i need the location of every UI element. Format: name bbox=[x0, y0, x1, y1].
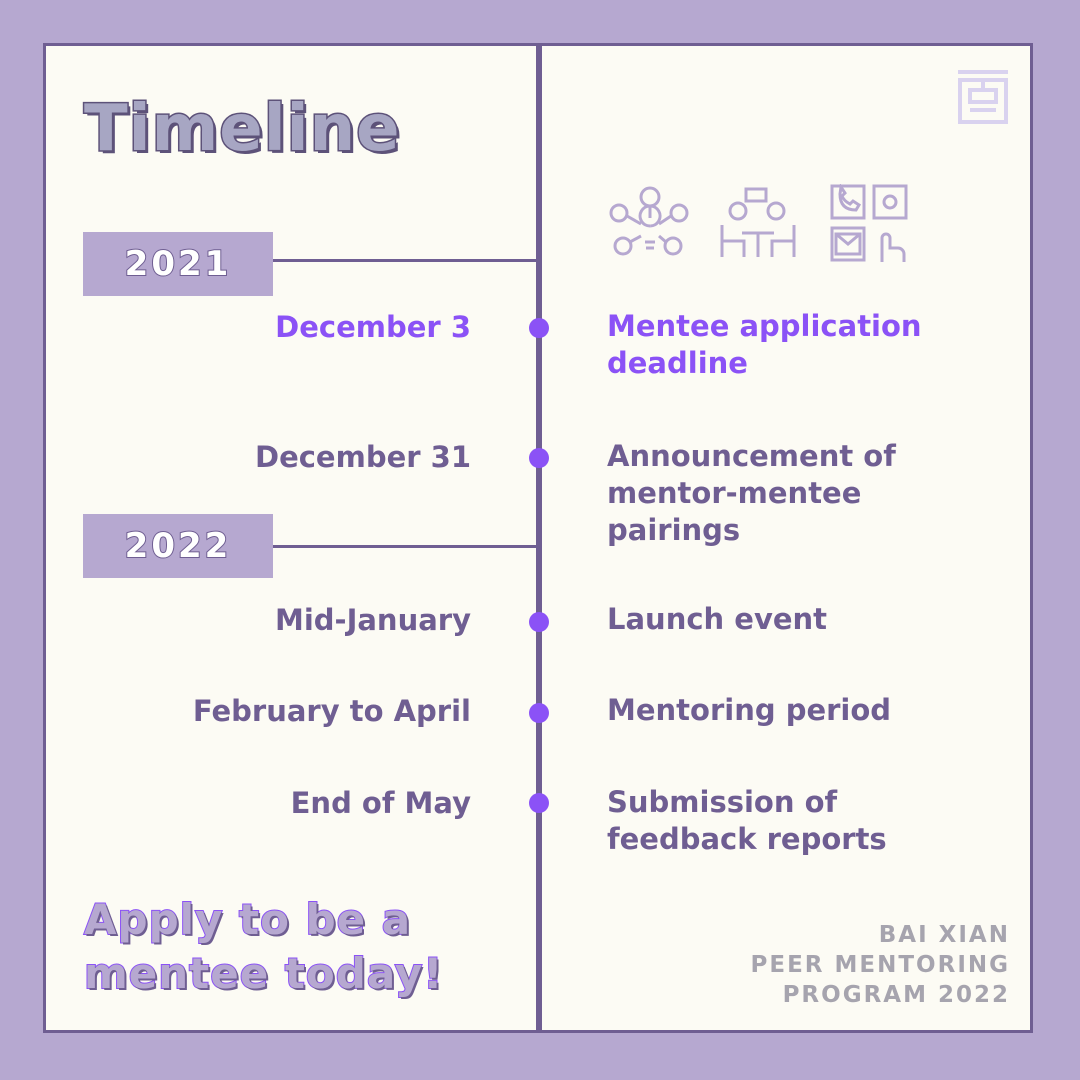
event-line: pairings bbox=[607, 513, 741, 547]
page-title: Timeline bbox=[84, 92, 401, 166]
timeline-dot bbox=[529, 448, 549, 468]
milestone-event bbox=[607, 308, 1007, 382]
bai-xian-logo-icon bbox=[956, 68, 1010, 126]
year-badge bbox=[83, 514, 273, 578]
brand-line: BAI XIAN bbox=[878, 922, 1010, 948]
call-to-action bbox=[84, 893, 524, 1001]
milestone-event bbox=[607, 692, 1007, 729]
year-connector bbox=[272, 259, 538, 262]
milestone-date: December 3 bbox=[275, 310, 471, 344]
milestone-date: February to April bbox=[192, 694, 471, 728]
event-line: mentor-mentee bbox=[607, 476, 862, 510]
milestone-date: End of May bbox=[290, 786, 471, 820]
meeting-icon bbox=[718, 185, 798, 265]
program-brand bbox=[751, 920, 1010, 1010]
contact-methods-icon bbox=[830, 184, 910, 264]
timeline-axis bbox=[536, 43, 542, 1033]
timeline-dot bbox=[529, 703, 549, 723]
year-label: 2021 bbox=[124, 244, 232, 284]
year-badge bbox=[83, 232, 273, 296]
event-line: Mentoring period bbox=[607, 693, 892, 727]
year-connector bbox=[272, 545, 538, 548]
milestone-event bbox=[607, 784, 1007, 858]
cta-line: Apply to be a bbox=[84, 895, 412, 944]
milestone-event bbox=[607, 438, 1007, 549]
milestone-event bbox=[607, 601, 1007, 638]
event-line: Launch event bbox=[607, 602, 828, 636]
timeline-dot bbox=[529, 793, 549, 813]
event-line: Mentee application bbox=[607, 309, 922, 343]
network-ideas-icon bbox=[605, 180, 695, 270]
event-line: feedback reports bbox=[607, 822, 887, 856]
timeline-dot bbox=[529, 612, 549, 632]
event-line: Announcement of bbox=[607, 439, 896, 473]
milestone-date: Mid-January bbox=[274, 603, 471, 637]
milestone-date: December 31 bbox=[255, 440, 471, 474]
brand-line: PROGRAM 2022 bbox=[782, 982, 1010, 1008]
event-line: Submission of bbox=[607, 785, 838, 819]
event-line: deadline bbox=[607, 346, 748, 380]
timeline-dot bbox=[529, 318, 549, 338]
year-label: 2022 bbox=[124, 526, 232, 566]
brand-line: PEER MENTORING bbox=[750, 952, 1010, 978]
cta-line: mentee today! bbox=[84, 949, 444, 998]
